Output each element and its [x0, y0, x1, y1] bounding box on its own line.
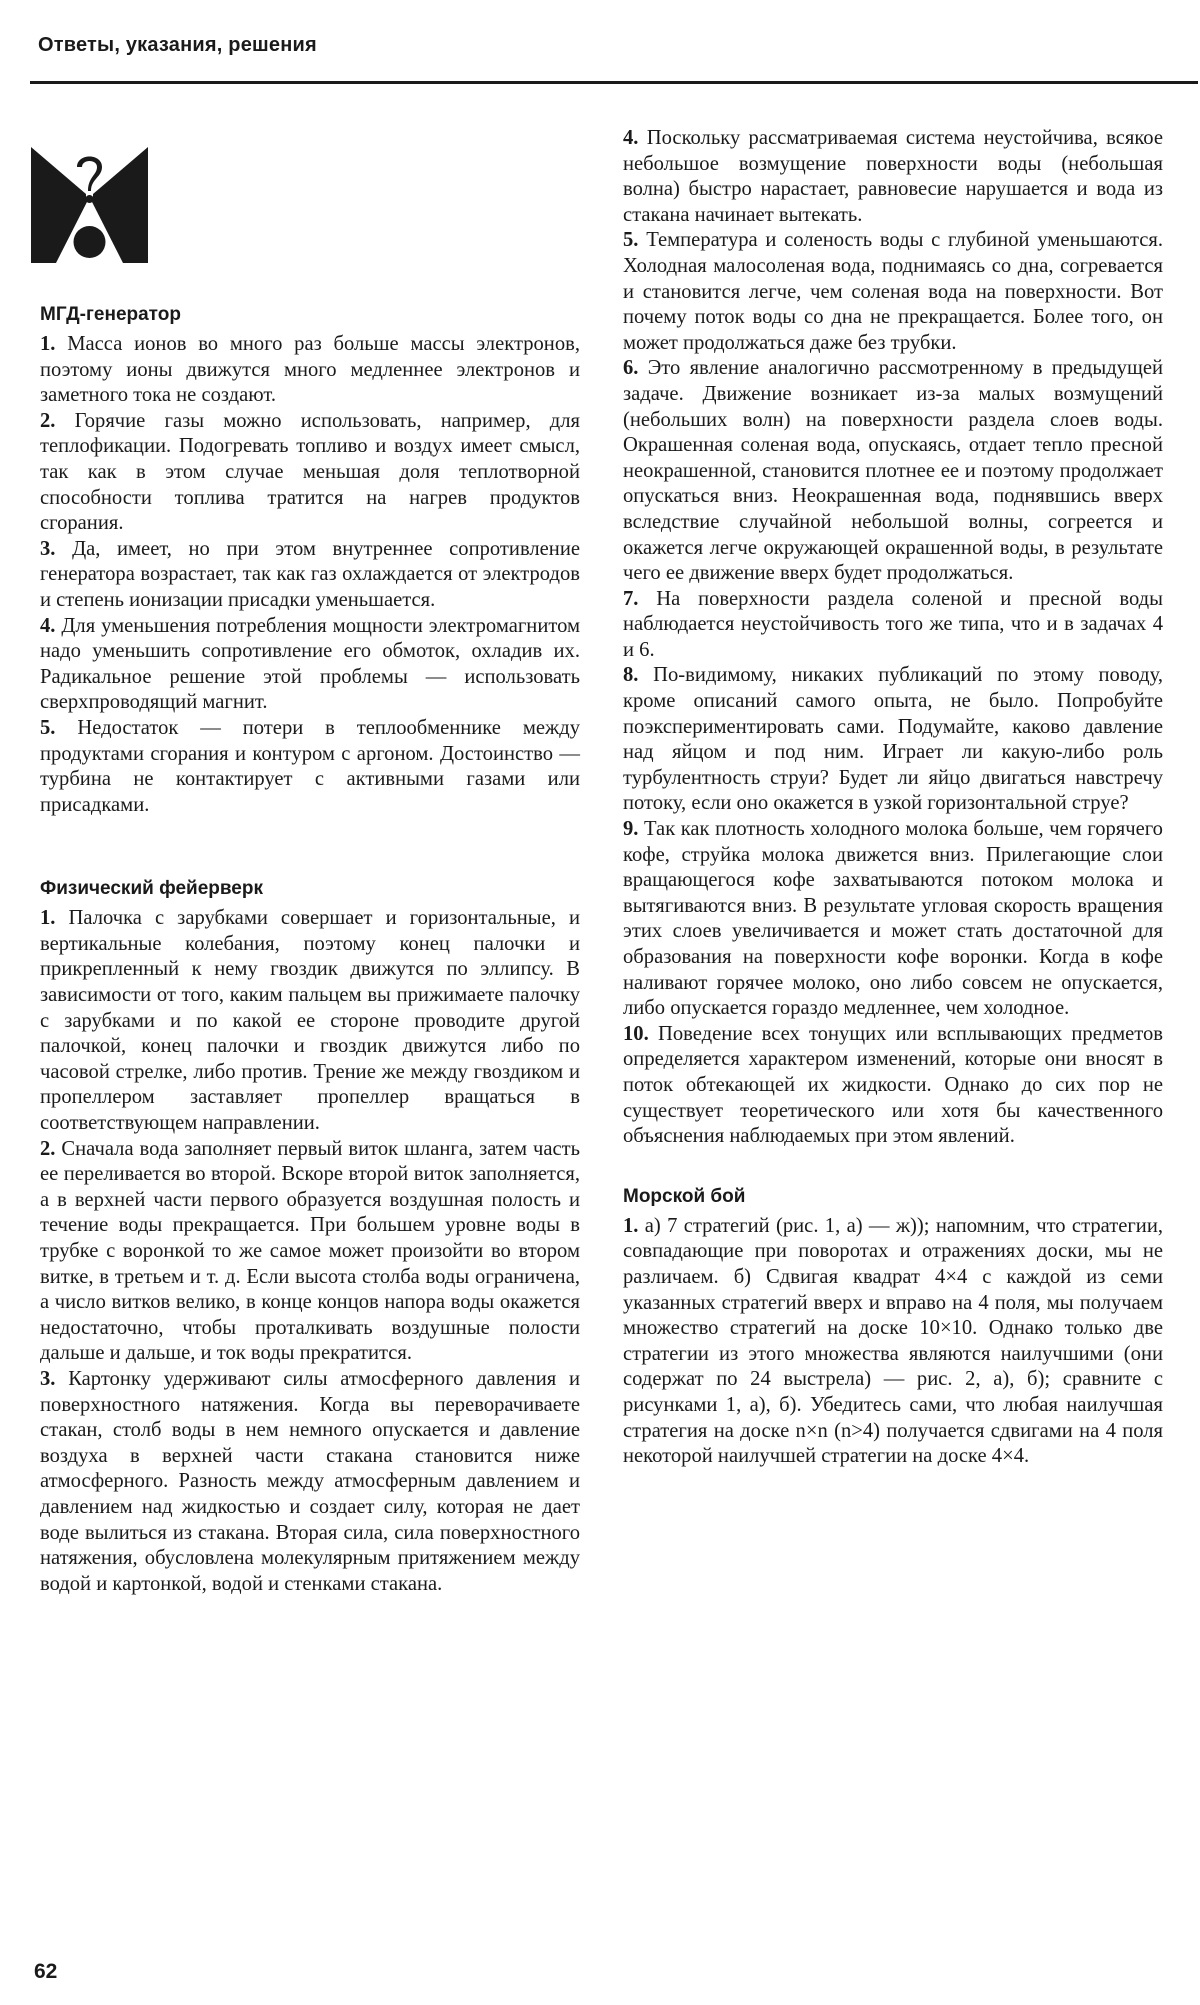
header-divider	[30, 81, 1198, 84]
section-title-battleship: Морской бой	[623, 1185, 746, 1207]
answer-paragraph	[40, 906, 580, 1136]
answer-text: Поскольку рассматриваемая система неустойчива, всякое небольшое возмущение поверхности воды (небольшая волна) быстро нарастает, равновесие нарушается и вода из стакана начинает вытекать.	[623, 127, 1163, 226]
answer-number: 10.	[623, 1022, 649, 1045]
answer-text: Картонку удерживают силы атмосферного давления и поверхностного натяжения. Когда вы переворачиваете стакан, столб воды в нем немного опускается и давление воздуха в верхней части стакана становится ниже атмосферного. Разность между атмосферным давлением и давлением над жидкостью и создает силу, которая не дает воде вылиться из стакана. Вторая сила, сила поверхностного натяжения, обусловлена молекулярным притяжением между водой и картонкой, водой и стенками стакана.	[40, 1367, 580, 1595]
answer-text: Поведение всех тонущих или всплывающих предметов определяется характером изменений, которые они вносят в поток обтекающей их жидкости. Однако до сих пор не существует теоретического или хотя бы качественного объяснения наблюдаемых при этом явлений.	[623, 1022, 1163, 1148]
answer-number: 7.	[623, 587, 639, 610]
answer-text: Температура и соленость воды с глубиной уменьшаются. Холодная малосоленая вода, поднимаясь со дна, согревается и становится легче, чем соленая вода на поверхности. Вот почему поток воды со дна не прекращается. Более того, он может продолжаться даже без трубки.	[623, 229, 1163, 354]
answer-number: 3.	[40, 1367, 56, 1390]
answer-number: 2.	[40, 1137, 56, 1160]
answer-number: 3.	[40, 537, 56, 560]
answer-text: Это явление аналогично рассмотренному в предыдущей задаче. Движение возникает из-за малых возмущений (небольших волн) на поверхности раздела слоев воды. Окрашенная соленая вода, опускаясь, отдает тепло пресной неокрашенной, становится плотнее ее и поэтому продолжает опускаться вниз. Неокрашенная вода, поднявшись вверх вследствие случайной небольшой волны, согреется и окажется легче окружающей окрашенной воды, в результате чего ее движение вверх будет продолжаться.	[623, 357, 1164, 585]
answer-number: 8.	[623, 664, 639, 687]
answer-paragraph	[40, 332, 580, 409]
answer-paragraph	[623, 356, 1163, 586]
answer-text: Горячие газы можно использовать, например, для теплофикации. Подогревать топливо и воздух имеет смысл, так как в этом случае меньшая доля теплотворной способности топлива тратится на нагрев продуктов сгорания.	[40, 409, 580, 535]
answer-number: 1.	[40, 333, 56, 355]
answer-paragraph	[623, 1022, 1163, 1150]
answer-text: Палочка с зарубками совершает и горизонтальные, и вертикальные колебания, поэтому конец палочки и прикрепленный к нему гвоздик движутся по эллипсу. В зависимости от того, каким пальцем вы прижимаете палочку с зарубками и по какой ее стороне проводите другой палочкой, конец палочки и гвоздик движутся либо по часовой стрелке, либо против. Трение же между гвоздиком и пропеллером заставляет пропеллер вращаться в соответствующем направлении.	[40, 907, 580, 1135]
answer-number: 1.	[40, 907, 56, 930]
answer-number: 5.	[40, 716, 56, 739]
answer-paragraph	[40, 614, 580, 716]
answer-number: 9.	[623, 818, 639, 841]
answer-paragraph	[40, 716, 580, 818]
answer-number: 2.	[40, 409, 56, 432]
answer-paragraph	[623, 126, 1163, 228]
running-header: Ответы, указания, решения	[38, 34, 317, 56]
right-column	[623, 126, 1163, 1470]
answer-number: 1.	[623, 1214, 639, 1237]
answer-paragraph	[40, 1137, 580, 1367]
section-title-mhd: МГД-генератор	[40, 304, 181, 325]
answer-paragraph	[40, 1367, 580, 1597]
answer-text: а) 7 стратегий (рис. 1, а) — ж)); напомним, что стратегии, совпадающие при поворотах и отражениях доски, мы не различаем. б) Сдвигая квадрат 4×4 с каждой из семи указанных стратегий вверх и вправо на 4 поля, мы получаем множество стратегий на доске 10×10. Однако только две стратегии из этого множества являются наилучшими (они содержат по 24 выстрела) — рис. 2, а), б); сравните с рисунками 1, а), б). Убедитесь сами, что любая наилучшая стратегия на доске n×n (n>4) получается сдвигами на 4 поля некоторой наилучшей стратегии на доске 4×4.	[623, 1214, 1163, 1468]
answer-text: Так как плотность холодного молока больше, чем горячего кофе, струйка молока движется вниз. Прилегающие слои вращающегося кофе захватываются потоком молока и вытягиваются вниз. В результате угловая скорость вращения этих слоев увеличивается и может стать достаточной для образования на поверхности кофе воронки. Когда в кофе наливают горячее молоко, оно либо совсем не опускается, либо опускается гораздо медленнее, чем холодное.	[623, 818, 1163, 1020]
answer-paragraph	[623, 1214, 1163, 1470]
answer-paragraph	[623, 228, 1163, 356]
answer-number: 6.	[623, 357, 639, 380]
answer-number: 4.	[40, 614, 56, 637]
answer-number: 4.	[623, 127, 639, 149]
answer-paragraph	[40, 409, 580, 537]
answer-paragraph	[623, 663, 1163, 817]
answer-paragraph	[623, 587, 1163, 664]
page-number: 62	[34, 1960, 58, 1983]
answer-paragraph	[40, 537, 580, 614]
answer-text: Да, имеет, но при этом внутреннее сопротивление генератора возрастает, так как газ охлаждается от электродов и степень ионизации присадки уменьшается.	[40, 537, 580, 611]
answer-text: Масса ионов во много раз больше массы электронов, поэтому ионы движутся много медленнее электронов и заметного тока не создают.	[40, 333, 580, 407]
left-column	[40, 126, 580, 1597]
answer-number: 5.	[623, 229, 639, 252]
answer-text: По-видимому, никаких публикаций по этому поводу, кроме описаний самого опыта, не было. Попробуйте поэкспериментировать сами. Подумайте, каково давление над яйцом и под ним. Играет ли какую-либо роль турбулентность струи? Будет ли яйцо двигаться навстречу потоку, если оно окажется в узкой горизонтальной струе?	[623, 664, 1163, 815]
answer-text: Для уменьшения потребления мощности электромагнитом надо уменьшить сопротивление его обмоток, охладив их. Радикальное решение этой проблемы — использовать сверхпроводящий магнит.	[40, 614, 581, 714]
answer-text: На поверхности раздела соленой и пресной воды наблюдается неустойчивость того же типа, что и в задачах 4 и 6.	[623, 587, 1163, 661]
answer-text: Недостаток — потери в теплообменнике между продуктами сгорания и контуром с аргоном. Достоинство — турбина не контактирует с активными газами или присадками.	[40, 716, 580, 816]
section-title-fireworks: Физический фейерверк	[40, 878, 263, 900]
answer-paragraph	[623, 817, 1163, 1022]
answer-text: Сначала вода заполняет первый виток шланга, затем часть ее переливается во второй. Вскоре второй виток заполняется, а в верхней части первого образуется воздушная полость и течение воды прекращается. При большем уровне воды в трубке с воронкой то же самое может произойти во втором витке, в третьем и т. д. Если высота столба воды ограничена, а число витков велико, в конце концов напора воды окажется недостаточно, чтобы проталкивать воздушные полости дальше и дальше, и ток воды прекратится.	[40, 1137, 580, 1365]
